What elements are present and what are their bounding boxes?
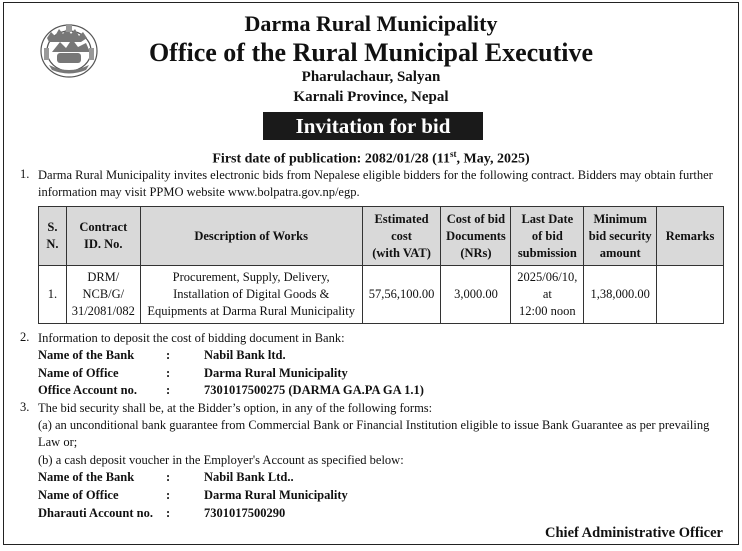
office-name: Office of the Rural Municipal Executive [148,38,594,67]
publication-date: First date of publication: 2082/01/28 (11st, May, 2025) [212,149,530,167]
security-account-row: Dharauti Account no. : 7301017500290 [38,506,286,520]
header-remarks: Remarks [657,207,724,266]
table-row [39,266,724,324]
header-sn: S. N. [39,207,67,266]
header-last-date: Last Date of bid submission [511,207,584,266]
security-bank-row: Name of the Bank : Nabil Bank Ltd.. [38,470,294,484]
table-header-row [39,207,724,266]
deposit-bank-row: Name of the Bank : Nabil Bank ltd. [38,348,286,362]
deposit-account-row: Office Account no. : 7301017500275 (DARMA GA.PA GA 1.1) [38,383,424,397]
section-3-option-a: (a) an unconditional bank guarantee from Commercial Bank or Financial Institution eligible to issue Bank Guarantee as per prevailing Law or; [38,418,710,449]
municipality-name: Darma Rural Municipality [244,11,498,36]
cell-sn: 1. [39,266,67,324]
header-description: Description of Works [140,207,362,266]
notice-title: Invitation for bid [263,112,483,140]
cell-description: Procurement, Supply, Delivery, Installation of Digital Goods & Equipments at Darma Rural Municipality [140,266,362,324]
bid-table [38,206,724,324]
section-1-text: Darma Rural Municipality invites electronic bids from Nepalese eligible bidders for the following contract. Bidders may obtain further information may visit PPMO website www.bolpatra.gov.np/egp. [38,168,713,199]
section-1-number: 1. [20,167,30,181]
cell-doc-cost: 3,000.00 [441,266,511,324]
cell-contract-id: DRM/ NCB/G/ 31/2081/082 [66,266,140,324]
header-contract-id: Contract ID. No. [66,207,140,266]
header-estimated-cost: Estimated cost (with VAT) [362,207,441,266]
section-2-number: 2. [20,330,30,344]
section-3-option-b: (b) a cash deposit voucher in the Employer's Account as specified below: [38,453,404,467]
cell-remarks [657,266,724,324]
section-3-intro: The bid security shall be, at the Bidder’s option, in any of the following forms: [38,401,433,415]
cell-last-date: 2025/06/10, at 12:00 noon [511,266,584,324]
signature: Chief Administrative Officer [545,525,723,541]
notice-page [3,2,739,545]
deposit-office-row: Name of Office : Darma Rural Municipality [38,366,348,380]
header-doc-cost: Cost of bid Documents (NRs) [441,207,511,266]
cell-estimated-cost: 57,56,100.00 [362,266,441,324]
section-3-number: 3. [20,400,30,414]
security-office-row: Name of Office : Darma Rural Municipality [38,488,348,502]
cell-bid-security: 1,38,000.00 [584,266,657,324]
address-line-2: Karnali Province, Nepal [293,89,449,105]
address-line-1: Pharulachaur, Salyan [301,69,441,85]
header-bid-security: Minimum bid security amount [584,207,657,266]
section-2-intro: Information to deposit the cost of bidding document in Bank: [38,331,345,345]
